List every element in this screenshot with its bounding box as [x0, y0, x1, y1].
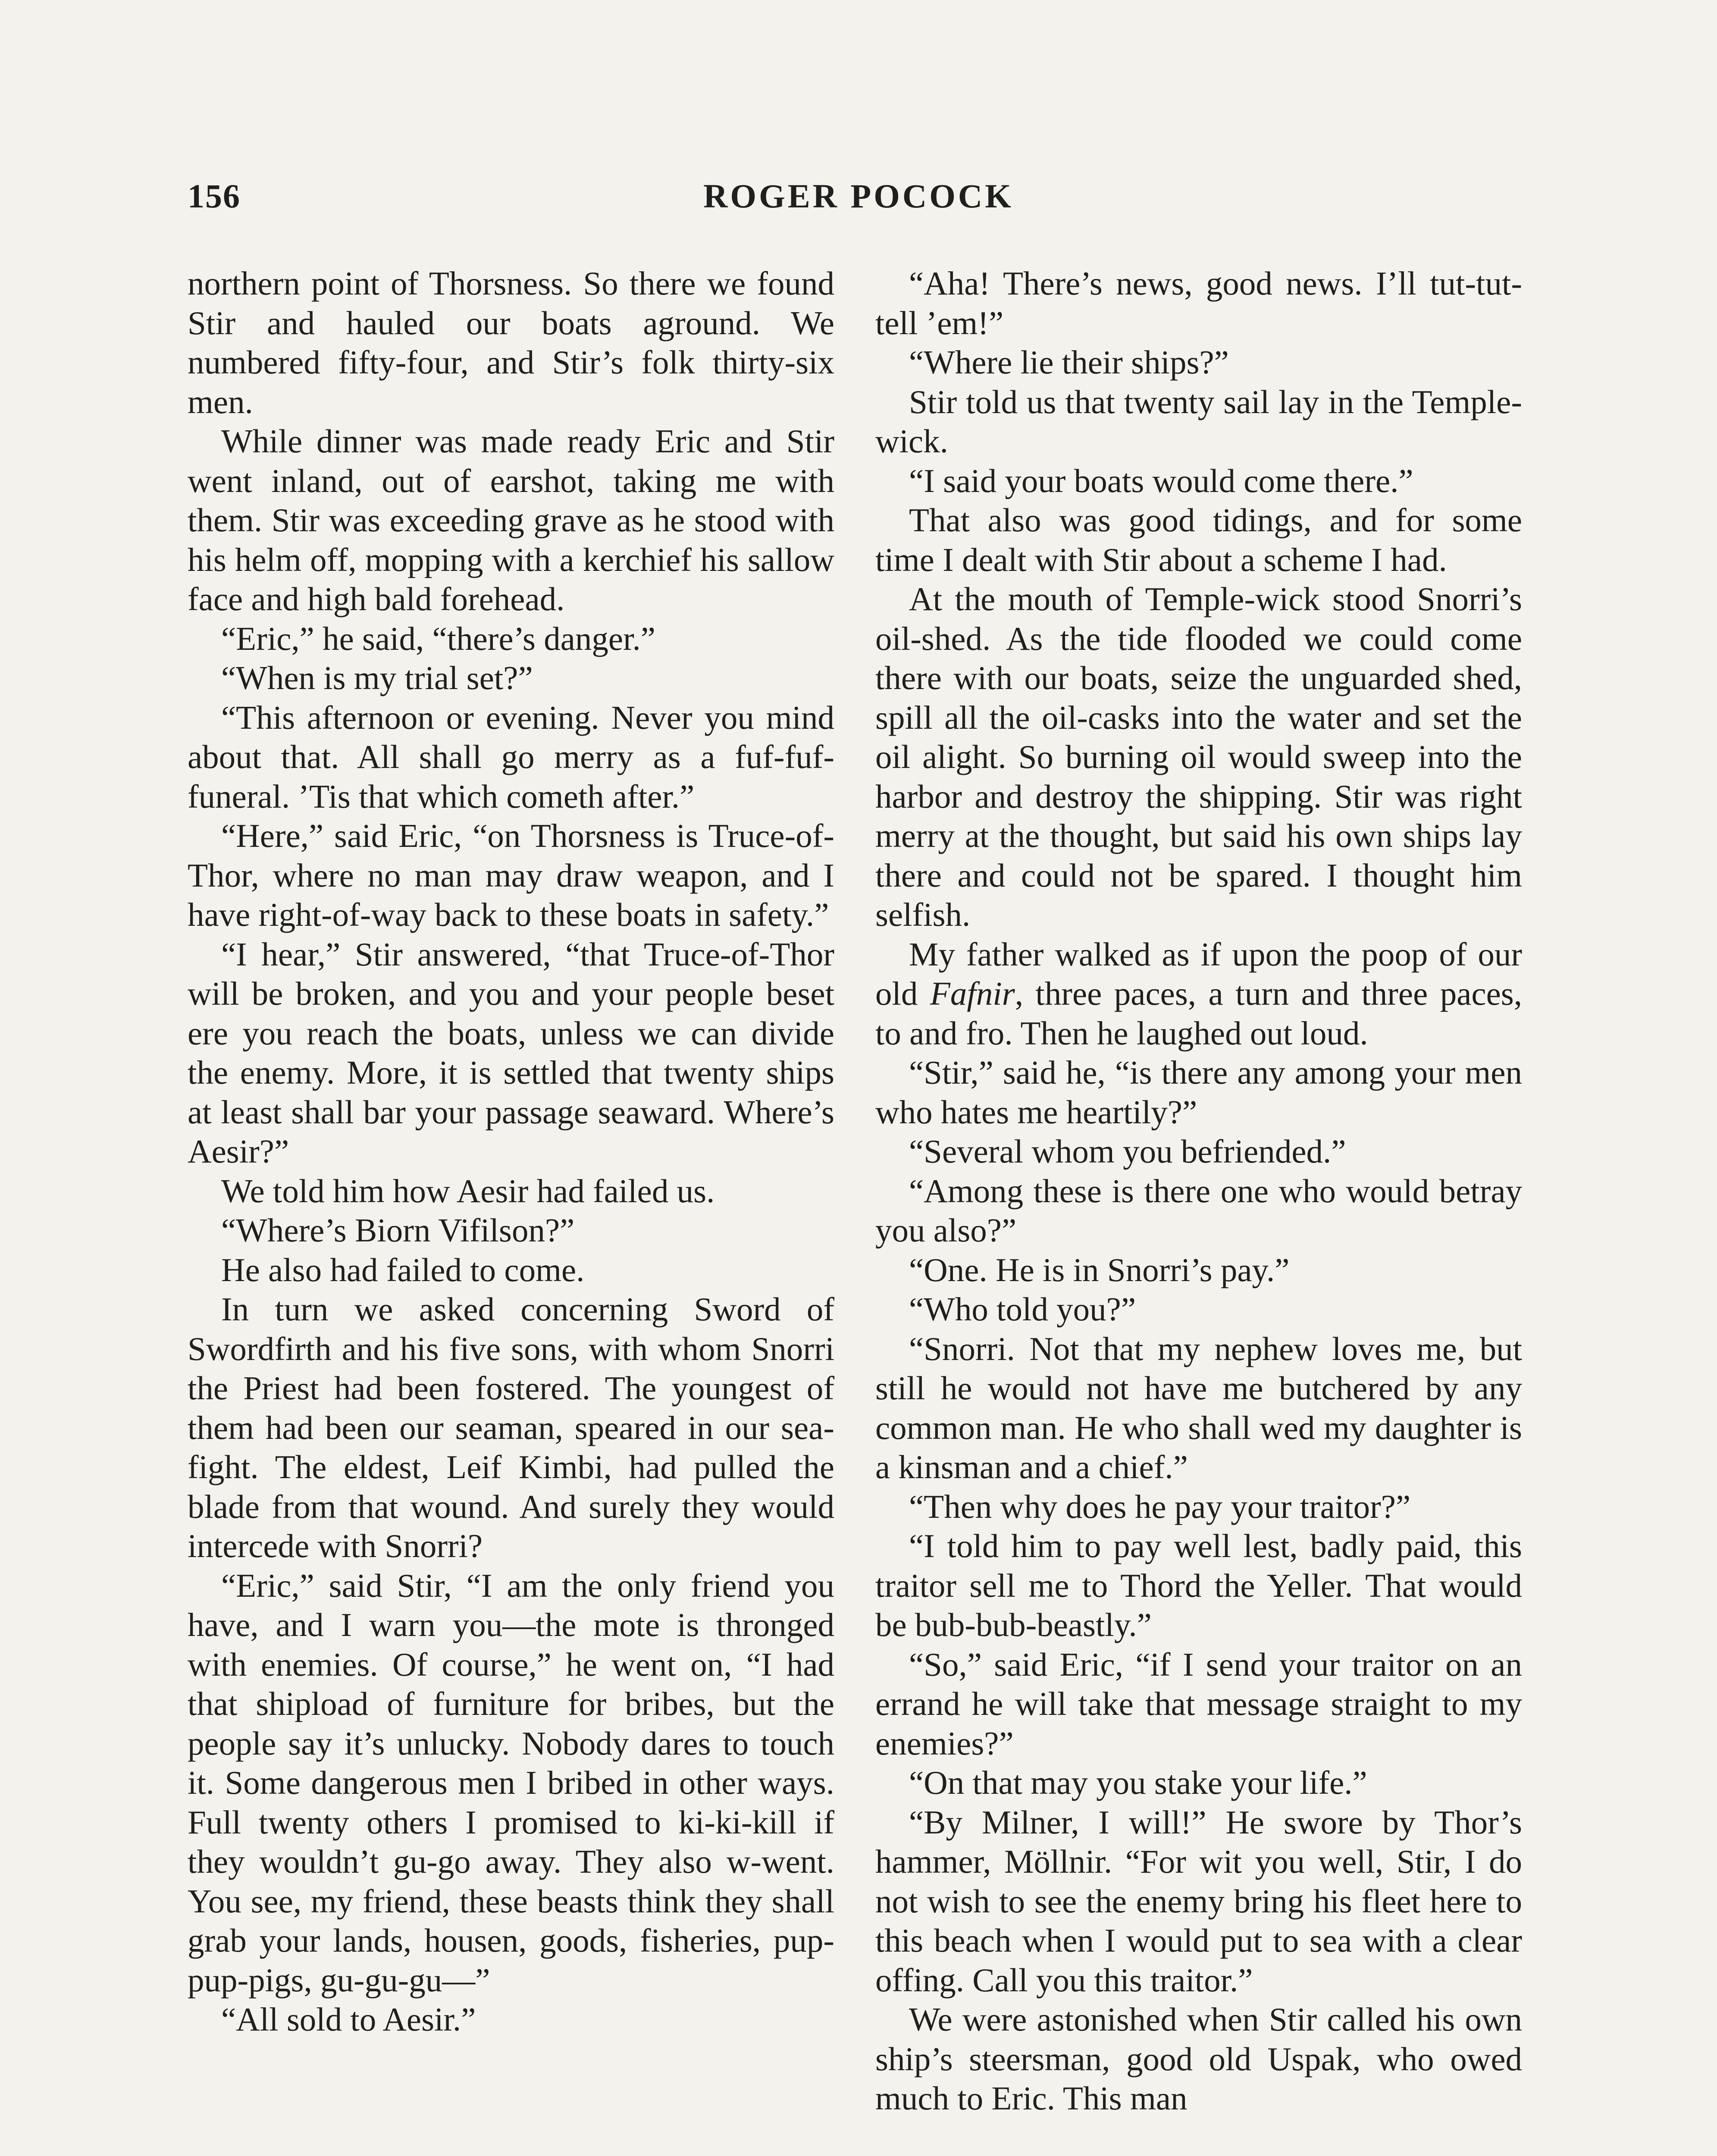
- paragraph: In turn we asked concerning Sword of Swordfirth and his five sons, with whom Snorri the Priest had been fostered. The youngest of them had been our seaman, speared in our sea-fight. The eldest, Leif Kimbi, had pulled the blade from that wound. And surely they would intercede with Snorri?: [188, 1291, 834, 1564]
- page-number: 156: [188, 177, 241, 215]
- left-column: [188, 264, 834, 2040]
- paragraph: While dinner was made ready Eric and Stir went inland, out of earshot, taking me with them. Stir was exceeding grave as he stood with his helm off, mopping with a kerchief his sallow face and high bald forehead.: [188, 423, 834, 617]
- paragraph-text: , three paces, a turn and three paces, to and fro. Then he laughed out loud.: [875, 975, 1522, 1052]
- paragraph: “Eric,” said Stir, “I am the only friend you have, and I warn you—the mote is thronged with enemies. Of course,” he went on, “I had that shipload of furniture for bribes, but the people say it’s unlucky. Nobody dares to touch it. Some dangerous men I bribed in other ways. Full twenty others I promised to ki-ki-kill if they wouldn’t gu-go away. They also w-went. You see, my friend, these beasts think they shall grab your lands, housen, goods, fisheries, pup-pup-pigs, gu-gu-gu—”: [188, 1567, 834, 1999]
- paragraph: northern point of Thorsness. So there we found Stir and hauled our boats aground. We numbered fifty-four, and Stir’s folk thirty-six men.: [188, 265, 834, 420]
- paragraph: “Among these is there one who would betray you also?”: [875, 1172, 1522, 1249]
- paragraph: “By Milner, I will!” He swore by Thor’s hammer, Möllnir. “For wit you well, Stir, I do not wish to see the enemy bring his fleet here to this beach when I would put to sea with a clear offing. Call you this traitor.”: [875, 1803, 1522, 1999]
- paragraph: He also had failed to come.: [221, 1251, 585, 1288]
- paragraph: “Here,” said Eric, “on Thorsness is Truce-of-Thor, where no man may draw weapon, and I have right-of-way back to these boats in safety.”: [188, 817, 834, 933]
- paragraph: “When is my trial set?”: [221, 659, 533, 696]
- right-column: [875, 264, 1522, 2118]
- paragraph: “I told him to pay well lest, badly paid, this traitor sell me to Thord the Yeller. That would be bub-bub-beastly.”: [875, 1527, 1522, 1643]
- paragraph: “I hear,” Stir answered, “that Truce-of-Thor will be broken, and you and your people beset ere you reach the boats, unless we can divide the enemy. More, it is settled that twenty ships at least shall bar your passage seaward. Where’s Aesir?”: [188, 935, 834, 1170]
- paragraph: “On that may you stake your life.”: [909, 1764, 1367, 1801]
- ship-name: Fafnir: [930, 975, 1015, 1012]
- paragraph: At the mouth of Temple-wick stood Snorri’s oil-shed. As the tide flooded we could come there with our boats, seize the unguarded shed, spill all the oil-casks into the water and set the oil alight. So burning oil would sweep into the harbor and destroy the shipping. Stir was right merry at the thought, but said his own ships lay there and could not be spared. I thought him selfish.: [875, 580, 1522, 933]
- paragraph: We were astonished when Stir called his own ship’s steersman, good old Uspak, who owed much to Eric. This man: [875, 2001, 1522, 2117]
- paragraph: That also was good tidings, and for some time I dealt with Stir about a scheme I had.: [875, 501, 1522, 578]
- paragraph: “Several whom you befriended.”: [909, 1133, 1346, 1170]
- running-title: ROGER POCOCK: [703, 177, 1014, 215]
- paragraph-with-ship-name: [875, 935, 1522, 1053]
- paragraph: “Snorri. Not that my nephew loves me, but still he would not have me butchered by any common man. He who shall wed my daughter is a kinsman and a chief.”: [875, 1330, 1522, 1485]
- paragraph: “This afternoon or evening. Never you mind about that. All shall go merry as a fuf-fuf-funeral. ’Tis that which cometh after.”: [188, 699, 834, 815]
- paragraph: Stir told us that twenty sail lay in the Temple-wick.: [875, 383, 1522, 460]
- paragraph: “So,” said Eric, “if I send your traitor on an errand he will take that message straight to my enemies?”: [875, 1645, 1522, 1762]
- paragraph: “Then why does he pay your traitor?”: [909, 1488, 1411, 1525]
- paragraph: “I said your boats would come there.”: [909, 462, 1413, 499]
- paragraph: We told him how Aesir had failed us.: [221, 1172, 715, 1210]
- running-head: [188, 177, 1529, 229]
- paragraph-text: My father walked as if upon the poop of our old: [875, 935, 1522, 1012]
- paragraph: “Where’s Biorn Vifilson?”: [221, 1212, 575, 1249]
- paragraph: “Who told you?”: [909, 1291, 1136, 1328]
- paragraph: “Stir,” said he, “is there any among your men who hates me heartily?”: [875, 1054, 1522, 1131]
- paragraph: “One. He is in Snorri’s pay.”: [909, 1251, 1290, 1288]
- paragraph: “Where lie their ships?”: [909, 344, 1229, 381]
- paragraph: “Eric,” he said, “there’s danger.”: [221, 620, 655, 657]
- paragraph: “All sold to Aesir.”: [221, 2001, 476, 2038]
- paragraph: “Aha! There’s news, good news. I’ll tut-tut-tell ’em!”: [875, 265, 1522, 342]
